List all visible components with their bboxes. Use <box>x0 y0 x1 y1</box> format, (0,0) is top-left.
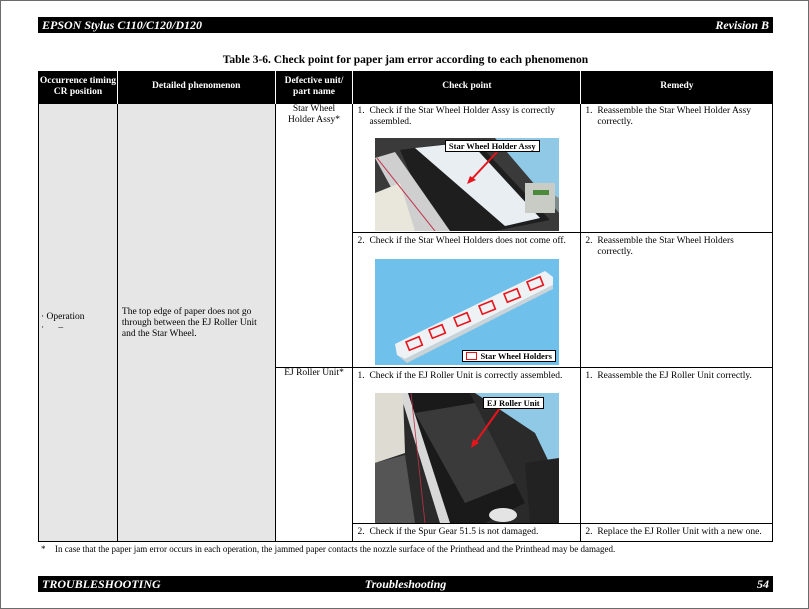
check-cell: 1. Check if the EJ Roller Unit is correctly assembled. EJ Roller Unit <box>353 367 581 523</box>
photo-callout-label: EJ Roller Unit <box>483 397 544 409</box>
remedy-cell: 1. Reassemble the EJ Roller Unit correctly. <box>581 367 773 523</box>
check-text: Check if the EJ Roller Unit is correctly assembled. <box>369 370 563 381</box>
ej-roller-interior-image <box>375 393 559 523</box>
revision-label: Revision B <box>715 17 769 32</box>
red-box-legend-icon <box>466 352 477 360</box>
occurrence-timing: · Operation <box>41 312 85 322</box>
phenomenon-cell <box>117 103 275 541</box>
remedy-cell: 1. Reassemble the Star Wheel Holder Assy correctly. <box>581 103 773 232</box>
remedy-cell: 2. Reassemble the Star Wheel Holders correctly. <box>581 232 773 367</box>
footnote-text: In case that the paper jam error occurs in each operation, the jammed paper contacts the nozzle surface of the Printhead and the Printhead may be damaged. <box>55 544 616 554</box>
photo-legend-label: Star Wheel Holders <box>462 350 555 362</box>
unit-name: EJ Roller Unit* <box>284 367 344 378</box>
col-header-defective-unit: Defective unit/ part name <box>275 71 353 103</box>
ej-roller-unit-photo <box>375 393 559 523</box>
check-cell: 2. Check if the Star Wheel Holders does not come off. Star Wheel Holders <box>353 232 581 367</box>
unit-cell-ej-roller <box>275 367 353 541</box>
footnote-mark: * <box>41 544 46 554</box>
footer-chapter: Troubleshooting <box>364 576 447 591</box>
table-header-row <box>39 71 773 103</box>
page-header-band <box>38 17 773 33</box>
col-header-phenomenon: Detailed phenomenon <box>117 71 275 103</box>
star-wheel-holders-photo <box>375 259 559 365</box>
phenomenon-text: The top edge of paper does not go through between the EJ Roller Unit and the Star Wheel. <box>121 306 257 339</box>
unit-cell-star-wheel <box>275 103 353 367</box>
remedy-text: Reassemble the Star Wheel Holders correctly. <box>597 235 734 257</box>
col-header-check-point: Check point <box>353 71 581 103</box>
photo-callout-label: Star Wheel Holder Assy <box>445 140 540 152</box>
remedy-text: Reassemble the EJ Roller Unit correctly. <box>597 370 752 381</box>
col-header-remedy: Remedy <box>581 71 773 103</box>
cr-position: · – <box>41 323 64 333</box>
check-cell: 2. Check if the Spur Gear 51.5 is not damaged. <box>353 523 581 541</box>
table-caption: Table 3-6. Check point for paper jam error according to each phenomenon <box>222 54 589 66</box>
footer-section: TROUBLESHOOTING <box>42 576 161 591</box>
check-cell: 1. Check if the Star Wheel Holder Assy is correctly assembled. Star Wheel Holder Assy <box>353 103 581 232</box>
remedy-cell: 2. Replace the EJ Roller Unit with a new one. <box>581 523 773 541</box>
occurrence-cell <box>39 103 118 541</box>
check-text: Check if the Star Wheel Holder Assy is correctly assembled. <box>369 105 556 127</box>
col-header-occurrence: Occurrence timing CR position <box>39 71 118 103</box>
doc-title: EPSON Stylus C110/C120/D120 <box>42 17 203 32</box>
footnote <box>41 544 615 554</box>
page-number: 54 <box>757 576 769 591</box>
page-footer-band <box>38 576 773 592</box>
check-text: Check if the Spur Gear 51.5 is not damaged. <box>369 526 539 537</box>
remedy-text: Reassemble the Star Wheel Holder Assy correctly. <box>597 105 751 127</box>
star-wheel-holder-assy-photo <box>375 138 559 231</box>
unit-name: Star Wheel Holder Assy* <box>288 103 341 125</box>
remedy-text: Replace the EJ Roller Unit with a new one. <box>597 526 762 537</box>
table-row <box>39 103 773 232</box>
check-text: Check if the Star Wheel Holders does not come off. <box>369 235 566 246</box>
paper-jam-table <box>38 71 773 542</box>
